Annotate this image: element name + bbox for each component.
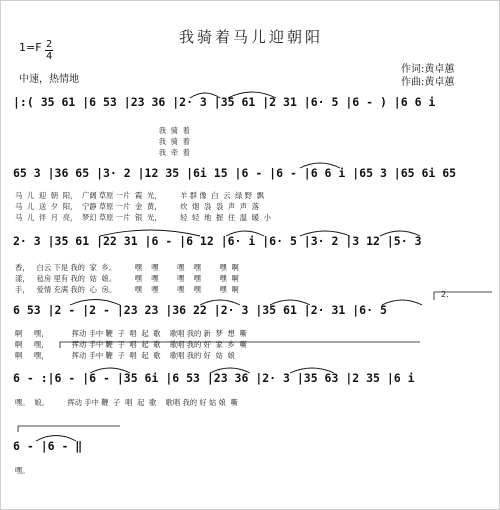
lyric-line-3-verse-2: 漾， 毡房 里有 我的 姑 娘。 嘿 嘿 嘿 嘿 嘿 啊 [15, 274, 239, 283]
notation-line-2: 65 3 |36 65 |3· 2 |12 35 |6i 15 |6 - |6 - |6 6 i |65 3 |65 6i 65 [13, 166, 457, 180]
song-title: 我骑着马儿迎朝阳 [178, 28, 323, 46]
notation-line-1: |:( 35 61 |6 53 |23 36 |2· 3 |35 61 |2 31 |6· 5 |6 - ) |6 6 i [13, 95, 436, 109]
notation-line-6: 6 - |6 - ‖ [13, 439, 83, 453]
notation-line-4: 6 53 |2 - |2 - |23 23 |36 22 |2· 3 |35 61 |2· 31 |6· 5 [13, 303, 387, 317]
lyricist-credit: 作词:黄卓蕙 [401, 64, 455, 75]
meter-bottom: 4 [46, 51, 53, 62]
lyric-line-2-verse-1: 马 儿 迎 朝 阳， 广阔 草原 一片 霞 光， 羊 群 像 白 云 绿 野 飘 [15, 191, 265, 200]
key-signature: 1=F [19, 41, 42, 54]
tempo-marking: 中速，热情地 [19, 74, 79, 85]
time-signature [45, 39, 53, 62]
lyric-line-3-verse-3: 手， 爱情 充满 我的 心 房。 嘿 嘿 嘿 嘿 嘿 啊 [15, 285, 239, 294]
lyric-line-4-verse-1: 啊 嘿， 挥动 手中 鞭 子 唱 起 歌 歌唱 我的 新 梦 想 嘶 [15, 329, 247, 338]
notation-line-5: 6 - :|6 - |6 - |35 6i |6 53 |23 36 |2· 3 |35 63 |2 35 |6 i [13, 371, 415, 385]
lyric-line-3-verse-1: 香， 白云 下是 我的 家 乡。 嘿 嘿 嘿 嘿 嘿 啊 [15, 263, 239, 272]
notation-line-3: 2· 3 |35 61 |22 31 |6 - |6 12 |6· i |6· 5 |3· 2 |3 12 |5· 3 [13, 234, 422, 248]
lyric-line-5: 嘿。 娘。 挥动 手中 鞭 子 唱 起 歌 歌唱 我的 好 姑 娘 嘶 [15, 398, 238, 407]
lyric-line-4-verse-3: 啊 嘿， 挥动 手中 鞭 子 唱 起 歌 歌唱 我的 好 姑 娘 [15, 351, 235, 360]
lyric-line-2-verse-3: 马 儿 伴 月 亮， 梦幻 草原 一片 银 光， 轻 轻 地 握 住 温 暖 小 [15, 213, 271, 222]
volta-marker: 2. [441, 290, 449, 299]
lyric-line-1-verse-3: 我 牵 着 [15, 148, 190, 157]
composer-credit: 作曲:黄卓蕙 [401, 77, 455, 88]
lyric-line-1-verse-1: 我 骑 着 [15, 126, 190, 135]
lyric-line-2-verse-2: 马 儿 送 夕 阳， 宁静 草原 一片 金 黄， 炊 烟 袅 袅 声 声 落 [15, 202, 260, 211]
lyric-line-6: 嘿。 [15, 466, 30, 475]
lyric-line-1-verse-2: 我 骑 着 [15, 137, 190, 146]
lyric-line-4-verse-2: 啊 嘿， 挥动 手中 鞭 子 唱 起 歌 歌唱 我的 好 家 乡 嘶 [15, 340, 247, 349]
meter-top: 2 [46, 39, 53, 50]
